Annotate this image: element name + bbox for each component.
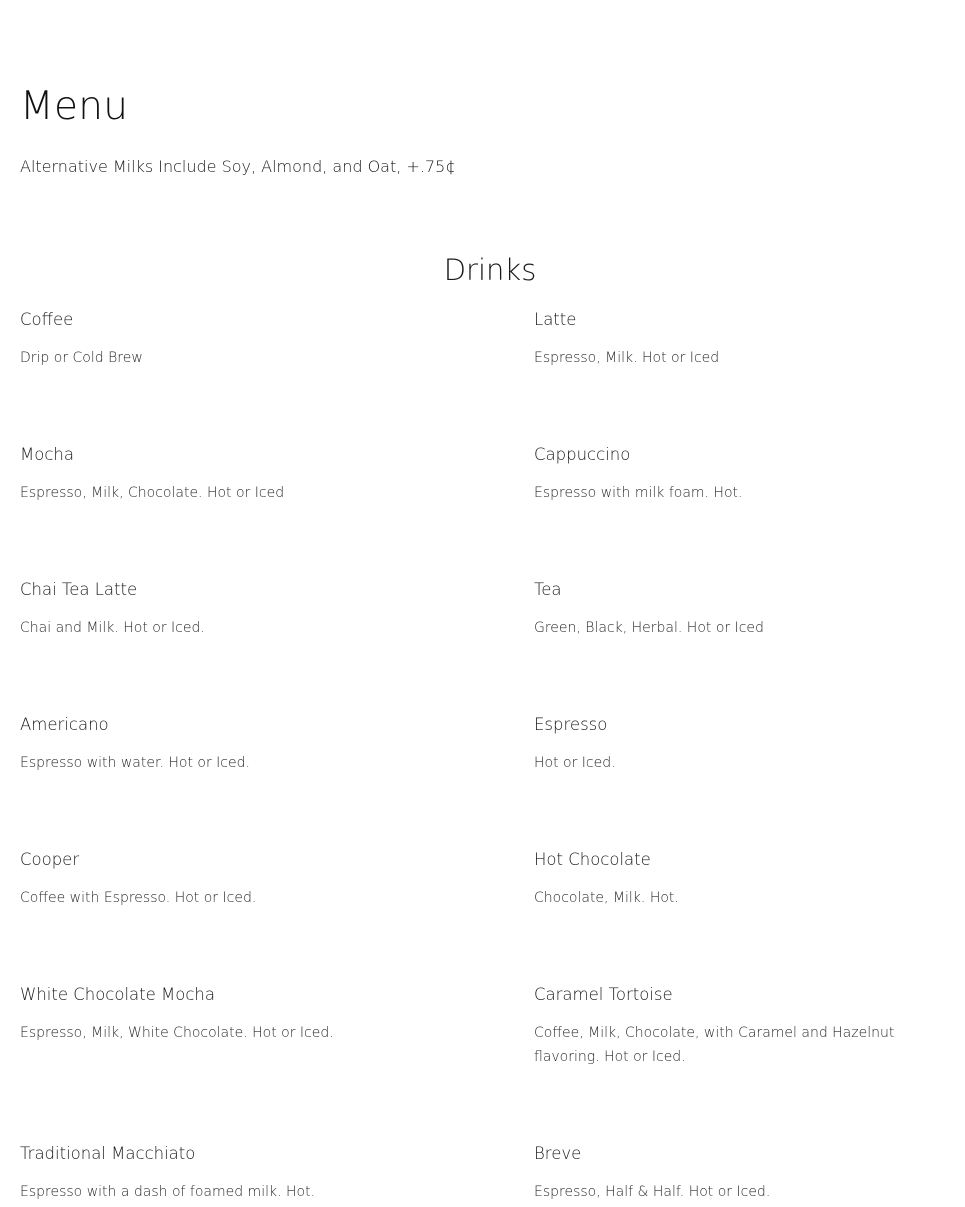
menu-item-description: Drip or Cold Brew xyxy=(20,350,143,366)
menu-item-cappuccino xyxy=(534,443,964,505)
menu-item-description: Chocolate, Milk. Hot. xyxy=(534,890,679,906)
menu-item-name: Espresso xyxy=(534,715,608,734)
menu-item-name: Tea xyxy=(534,580,562,599)
menu-item-name: Caramel Tortoise xyxy=(534,985,673,1004)
menu-item-mocha xyxy=(20,443,450,505)
menu-item-description: Espresso with a dash of foamed milk. Hot. xyxy=(20,1184,316,1200)
page-title: Menu xyxy=(20,84,129,129)
menu-item-description: Coffee, Milk, Chocolate, with Caramel and Hazelnut flavoring. Hot or Iced. xyxy=(534,1025,895,1065)
menu-item-name: Cooper xyxy=(20,850,80,869)
menu-item-white-chocolate-mocha xyxy=(20,983,450,1045)
menu-item-name: Cappuccino xyxy=(534,445,631,464)
alternative-milks-note: Alternative Milks Include Soy, Almond, and Oat, +.75¢ xyxy=(20,157,456,176)
menu-item-description: Chai and Milk. Hot or Iced. xyxy=(20,620,205,636)
menu-item-caramel-tortoise xyxy=(534,983,964,1069)
menu-item-espresso xyxy=(534,713,964,775)
section-title-drinks: Drinks xyxy=(443,253,537,287)
menu-item-description: Espresso, Half & Half. Hot or Iced. xyxy=(534,1184,771,1200)
menu-item-traditional-macchiato xyxy=(20,1142,450,1204)
menu-item-tea xyxy=(534,578,964,640)
menu-item-chai-tea-latte xyxy=(20,578,450,640)
menu-item-hot-chocolate xyxy=(534,848,964,910)
menu-item-description: Espresso with water. Hot or Iced. xyxy=(20,755,250,771)
menu-item-description: Espresso, Milk, Chocolate. Hot or Iced xyxy=(20,485,285,501)
menu-item-breve xyxy=(534,1142,964,1204)
menu-item-description: Hot or Iced. xyxy=(534,755,616,771)
menu-item-name: White Chocolate Mocha xyxy=(20,985,215,1004)
menu-item-americano xyxy=(20,713,450,775)
menu-item-description: Coffee with Espresso. Hot or Iced. xyxy=(20,890,257,906)
menu-item-name: Traditional Macchiato xyxy=(20,1144,196,1163)
menu-item-coffee xyxy=(20,308,450,370)
menu-item-name: Hot Chocolate xyxy=(534,850,651,869)
menu-item-description: Green, Black, Herbal. Hot or Iced xyxy=(534,620,764,636)
menu-item-name: Latte xyxy=(534,310,577,329)
menu-item-name: Mocha xyxy=(20,445,74,464)
menu-item-description: Espresso, Milk. Hot or Iced xyxy=(534,350,720,366)
menu-item-name: Coffee xyxy=(20,310,74,329)
menu-item-latte xyxy=(534,308,964,370)
menu-item-name: Breve xyxy=(534,1144,582,1163)
menu-item-name: Americano xyxy=(20,715,109,734)
menu-item-description: Espresso, Milk, White Chocolate. Hot or Iced. xyxy=(20,1025,334,1041)
menu-item-name: Chai Tea Latte xyxy=(20,580,138,599)
menu-item-cooper xyxy=(20,848,450,910)
menu-item-description: Espresso with milk foam. Hot. xyxy=(534,485,743,501)
